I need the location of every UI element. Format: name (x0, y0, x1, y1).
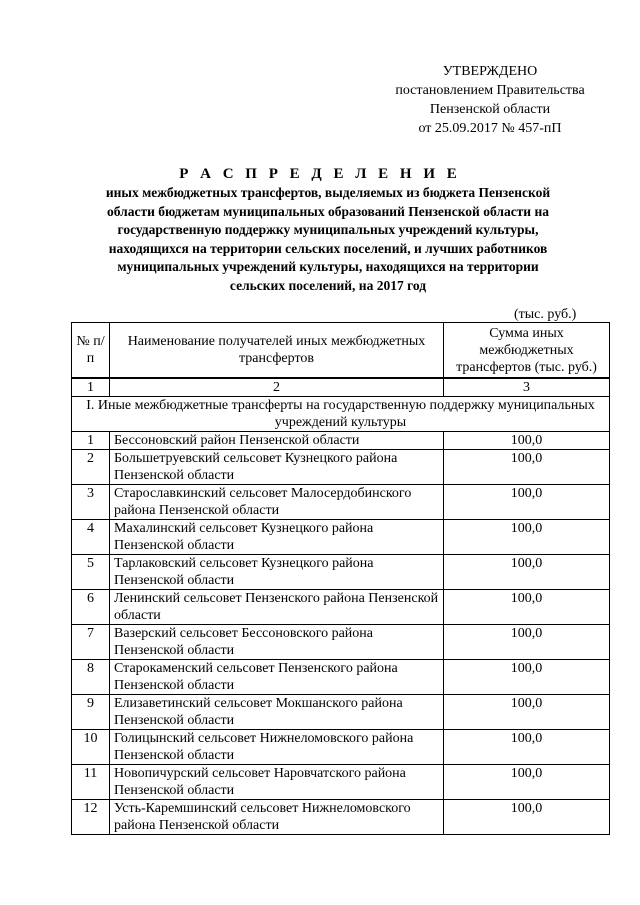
row-amount: 100,0 (444, 800, 610, 835)
approval-line-2: постановлением Правительства (395, 83, 585, 98)
row-number: 12 (72, 800, 110, 835)
row-recipient-name: Старокаменский сельсовет Пензенского района Пензенской области (110, 660, 444, 695)
title-line: иных межбюджетных трансфертов, выделяемых из бюджета Пензенской (105, 185, 551, 200)
document-title (64, 184, 592, 295)
column-index: 3 (444, 378, 610, 397)
row-number: 3 (72, 485, 110, 520)
row-recipient-name: Голицынский сельсовет Нижнеломовского района Пензенской области (110, 730, 444, 765)
row-amount: 100,0 (444, 730, 610, 765)
row-amount: 100,0 (444, 432, 610, 450)
unit-label: (тыс. руб.) (514, 307, 577, 322)
table-row (72, 432, 610, 450)
row-number: 4 (72, 520, 110, 555)
approval-line-1: УТВЕРЖДЕНО (442, 64, 538, 79)
row-amount: 100,0 (444, 660, 610, 695)
row-recipient-name: Усть-Каремшинский сельсовет Нижнеломовского района Пензенской области (110, 800, 444, 835)
table-row (72, 485, 610, 520)
row-recipient-name: Елизаветинский сельсовет Мокшанского района Пензенской области (110, 695, 444, 730)
row-number: 10 (72, 730, 110, 765)
row-amount: 100,0 (444, 765, 610, 800)
row-amount: 100,0 (444, 555, 610, 590)
title-line: находящихся на территории сельских поселений, и лучших работников (108, 240, 548, 256)
row-number: 7 (72, 625, 110, 660)
title-line: государственную поддержку муниципальных учреждений культуры, (117, 222, 539, 237)
title-line: области бюджетам муниципальных образований Пензенской области на (107, 203, 549, 219)
row-amount: 100,0 (444, 590, 610, 625)
column-index: 2 (110, 378, 444, 397)
table-row (72, 555, 610, 590)
table-row (72, 800, 610, 835)
column-index-row (72, 378, 610, 397)
approval-line-4: от 25.09.2017 № 457-пП (418, 121, 562, 136)
approval-line-3: Пензенской области (429, 102, 551, 117)
row-recipient-name: Тарлаковский сельсовет Кузнецкого района Пензенской области (110, 555, 444, 590)
row-number: 8 (72, 660, 110, 695)
row-amount: 100,0 (444, 450, 610, 485)
row-number: 6 (72, 590, 110, 625)
header-amount: Сумма иных межбюджетных трансфертов (тыс. руб.) (444, 323, 610, 379)
row-recipient-name: Старославкинский сельсовет Малосердобинского района Пензенской области (110, 485, 444, 520)
table-row (72, 625, 610, 660)
header-name: Наименование получателей иных межбюджетных трансфертов (110, 323, 444, 379)
table-row (72, 660, 610, 695)
row-number: 2 (72, 450, 110, 485)
table-row (72, 695, 610, 730)
row-number: 9 (72, 695, 110, 730)
section-row (72, 397, 610, 432)
row-recipient-name: Вазерский сельсовет Бессоновского района Пензенской области (110, 625, 444, 660)
row-amount: 100,0 (444, 695, 610, 730)
row-number: 11 (72, 765, 110, 800)
table-row (72, 590, 610, 625)
row-recipient-name: Большетруевский сельсовет Кузнецкого района Пензенской области (110, 450, 444, 485)
row-amount: 100,0 (444, 520, 610, 555)
section-title: I. Иные межбюджетные трансферты на государственную поддержку муниципальных учреждений культуры (72, 397, 610, 432)
row-recipient-name: Бессоновский район Пензенской области (110, 432, 444, 450)
header-num: № п/п (72, 323, 110, 379)
row-amount: 100,0 (444, 625, 610, 660)
row-number: 1 (72, 432, 110, 450)
table-row (72, 765, 610, 800)
row-amount: 100,0 (444, 485, 610, 520)
table-row (72, 520, 610, 555)
document-heading: Р А С П Р Е Д Е Л Е Н И Е (179, 166, 461, 182)
title-line: сельских поселений, на 2017 год (229, 277, 427, 293)
table-row (72, 450, 610, 485)
table-header-row (72, 323, 610, 379)
row-recipient-name: Ленинский сельсовет Пензенского района Пензенской области (110, 590, 444, 625)
column-index: 1 (72, 378, 110, 397)
row-recipient-name: Новопичурский сельсовет Наровчатского района Пензенской области (110, 765, 444, 800)
title-line: муниципальных учреждений культуры, находящихся на территории (117, 259, 539, 274)
approval-block (360, 62, 620, 138)
row-recipient-name: Махалинский сельсовет Кузнецкого района Пензенской области (110, 520, 444, 555)
table-row (72, 730, 610, 765)
distribution-table (71, 322, 610, 835)
row-number: 5 (72, 555, 110, 590)
